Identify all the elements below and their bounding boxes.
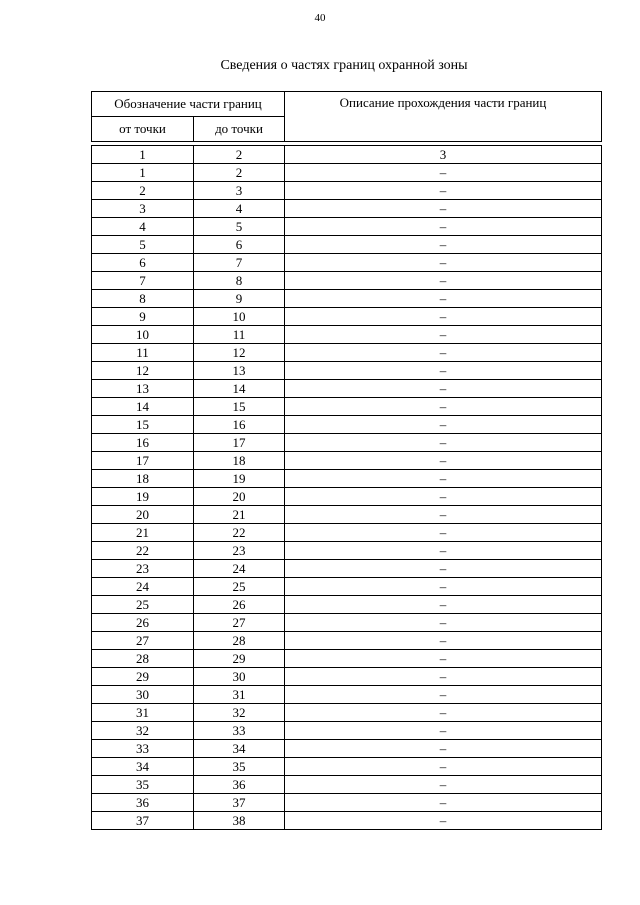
description-cell: – <box>285 776 602 794</box>
from-point-cell: 14 <box>92 398 194 416</box>
from-point-cell: 23 <box>92 560 194 578</box>
description-cell: – <box>285 596 602 614</box>
to-point-cell: 20 <box>194 488 285 506</box>
description-cell: – <box>285 740 602 758</box>
table-row <box>92 290 602 308</box>
table-row <box>92 506 602 524</box>
description-cell: – <box>285 578 602 596</box>
description-cell: – <box>285 236 602 254</box>
header-to-point: до точки <box>194 117 285 142</box>
description-cell: – <box>285 794 602 812</box>
to-point-cell: 37 <box>194 794 285 812</box>
description-cell: – <box>285 524 602 542</box>
from-point-cell: 7 <box>92 272 194 290</box>
description-cell: – <box>285 812 602 830</box>
table-row <box>92 470 602 488</box>
description-cell: – <box>285 398 602 416</box>
table-row <box>92 362 602 380</box>
table-row <box>92 236 602 254</box>
description-cell: – <box>285 650 602 668</box>
table-row <box>92 614 602 632</box>
to-point-cell: 10 <box>194 308 285 326</box>
description-cell: – <box>285 704 602 722</box>
header-description: Описание прохождения части границ <box>285 92 602 142</box>
table-row <box>92 272 602 290</box>
to-point-cell: 25 <box>194 578 285 596</box>
to-point-cell: 36 <box>194 776 285 794</box>
description-cell: – <box>285 326 602 344</box>
description-cell: – <box>285 722 602 740</box>
from-point-cell: 30 <box>92 686 194 704</box>
description-cell: – <box>285 434 602 452</box>
column-number-row <box>92 146 602 164</box>
table-row <box>92 812 602 830</box>
from-point-cell: 10 <box>92 326 194 344</box>
to-point-cell: 28 <box>194 632 285 650</box>
to-point-cell: 22 <box>194 524 285 542</box>
from-point-cell: 33 <box>92 740 194 758</box>
from-point-cell: 34 <box>92 758 194 776</box>
from-point-cell: 20 <box>92 506 194 524</box>
to-point-cell: 16 <box>194 416 285 434</box>
description-cell: – <box>285 200 602 218</box>
table-row <box>92 380 602 398</box>
from-point-cell: 13 <box>92 380 194 398</box>
description-cell: – <box>285 506 602 524</box>
description-cell: – <box>285 182 602 200</box>
page-title: Сведения о частях границ охранной зоны <box>220 58 468 73</box>
description-cell: – <box>285 272 602 290</box>
from-point-cell: 28 <box>92 650 194 668</box>
table-row <box>92 524 602 542</box>
to-point-cell: 11 <box>194 326 285 344</box>
from-point-cell: 36 <box>92 794 194 812</box>
table-row <box>92 668 602 686</box>
table-row <box>92 182 602 200</box>
to-point-cell: 33 <box>194 722 285 740</box>
table-row <box>92 326 602 344</box>
to-point-cell: 15 <box>194 398 285 416</box>
from-point-cell: 18 <box>92 470 194 488</box>
to-point-cell: 6 <box>194 236 285 254</box>
to-point-cell: 23 <box>194 542 285 560</box>
column-number-cell: 2 <box>194 146 285 164</box>
table-row <box>92 344 602 362</box>
table-row <box>92 632 602 650</box>
from-point-cell: 2 <box>92 182 194 200</box>
to-point-cell: 4 <box>194 200 285 218</box>
from-point-cell: 37 <box>92 812 194 830</box>
from-point-cell: 9 <box>92 308 194 326</box>
from-point-cell: 25 <box>92 596 194 614</box>
column-number-cell: 1 <box>92 146 194 164</box>
table-row <box>92 398 602 416</box>
description-cell: – <box>285 218 602 236</box>
from-point-cell: 1 <box>92 164 194 182</box>
from-point-cell: 26 <box>92 614 194 632</box>
table-row <box>92 758 602 776</box>
from-point-cell: 4 <box>92 218 194 236</box>
page-number: 40 <box>314 12 326 24</box>
from-point-cell: 31 <box>92 704 194 722</box>
to-point-cell: 32 <box>194 704 285 722</box>
description-cell: – <box>285 614 602 632</box>
to-point-cell: 27 <box>194 614 285 632</box>
description-cell: – <box>285 488 602 506</box>
to-point-cell: 31 <box>194 686 285 704</box>
to-point-cell: 38 <box>194 812 285 830</box>
from-point-cell: 22 <box>92 542 194 560</box>
to-point-cell: 3 <box>194 182 285 200</box>
table-row <box>92 218 602 236</box>
to-point-cell: 34 <box>194 740 285 758</box>
from-point-cell: 15 <box>92 416 194 434</box>
from-point-cell: 8 <box>92 290 194 308</box>
description-cell: – <box>285 254 602 272</box>
table-row <box>92 308 602 326</box>
to-point-cell: 9 <box>194 290 285 308</box>
to-point-cell: 2 <box>194 164 285 182</box>
table-row <box>92 794 602 812</box>
from-point-cell: 16 <box>92 434 194 452</box>
table-row <box>92 560 602 578</box>
from-point-cell: 19 <box>92 488 194 506</box>
to-point-cell: 18 <box>194 452 285 470</box>
description-cell: – <box>285 452 602 470</box>
from-point-cell: 32 <box>92 722 194 740</box>
description-cell: – <box>285 560 602 578</box>
table-row <box>92 596 602 614</box>
table-row <box>92 542 602 560</box>
to-point-cell: 21 <box>194 506 285 524</box>
from-point-cell: 5 <box>92 236 194 254</box>
description-cell: – <box>285 380 602 398</box>
from-point-cell: 29 <box>92 668 194 686</box>
table-row <box>92 704 602 722</box>
description-cell: – <box>285 632 602 650</box>
table-row <box>92 686 602 704</box>
table-row <box>92 200 602 218</box>
header-from-point: от точки <box>92 117 194 142</box>
to-point-cell: 13 <box>194 362 285 380</box>
description-cell: – <box>285 344 602 362</box>
table-row <box>92 578 602 596</box>
table-row <box>92 164 602 182</box>
to-point-cell: 19 <box>194 470 285 488</box>
table-row <box>92 434 602 452</box>
column-number-cell: 3 <box>285 146 602 164</box>
table-row <box>92 650 602 668</box>
to-point-cell: 26 <box>194 596 285 614</box>
to-point-cell: 7 <box>194 254 285 272</box>
table-row <box>92 740 602 758</box>
to-point-cell: 29 <box>194 650 285 668</box>
from-point-cell: 12 <box>92 362 194 380</box>
header-designation: Обозначение части границ <box>92 92 285 117</box>
from-point-cell: 3 <box>92 200 194 218</box>
to-point-cell: 35 <box>194 758 285 776</box>
description-cell: – <box>285 758 602 776</box>
table-row <box>92 416 602 434</box>
table-row <box>92 254 602 272</box>
table-row <box>92 488 602 506</box>
to-point-cell: 8 <box>194 272 285 290</box>
from-point-cell: 35 <box>92 776 194 794</box>
to-point-cell: 5 <box>194 218 285 236</box>
description-cell: – <box>285 308 602 326</box>
description-cell: – <box>285 470 602 488</box>
description-cell: – <box>285 290 602 308</box>
description-cell: – <box>285 362 602 380</box>
table-row <box>92 722 602 740</box>
description-cell: – <box>285 542 602 560</box>
table-row <box>92 452 602 470</box>
boundary-parts-table <box>91 91 602 830</box>
table-row <box>92 776 602 794</box>
from-point-cell: 6 <box>92 254 194 272</box>
from-point-cell: 17 <box>92 452 194 470</box>
description-cell: – <box>285 668 602 686</box>
from-point-cell: 11 <box>92 344 194 362</box>
from-point-cell: 24 <box>92 578 194 596</box>
to-point-cell: 30 <box>194 668 285 686</box>
from-point-cell: 21 <box>92 524 194 542</box>
description-cell: – <box>285 164 602 182</box>
to-point-cell: 12 <box>194 344 285 362</box>
from-point-cell: 27 <box>92 632 194 650</box>
to-point-cell: 17 <box>194 434 285 452</box>
description-cell: – <box>285 686 602 704</box>
to-point-cell: 14 <box>194 380 285 398</box>
to-point-cell: 24 <box>194 560 285 578</box>
description-cell: – <box>285 416 602 434</box>
